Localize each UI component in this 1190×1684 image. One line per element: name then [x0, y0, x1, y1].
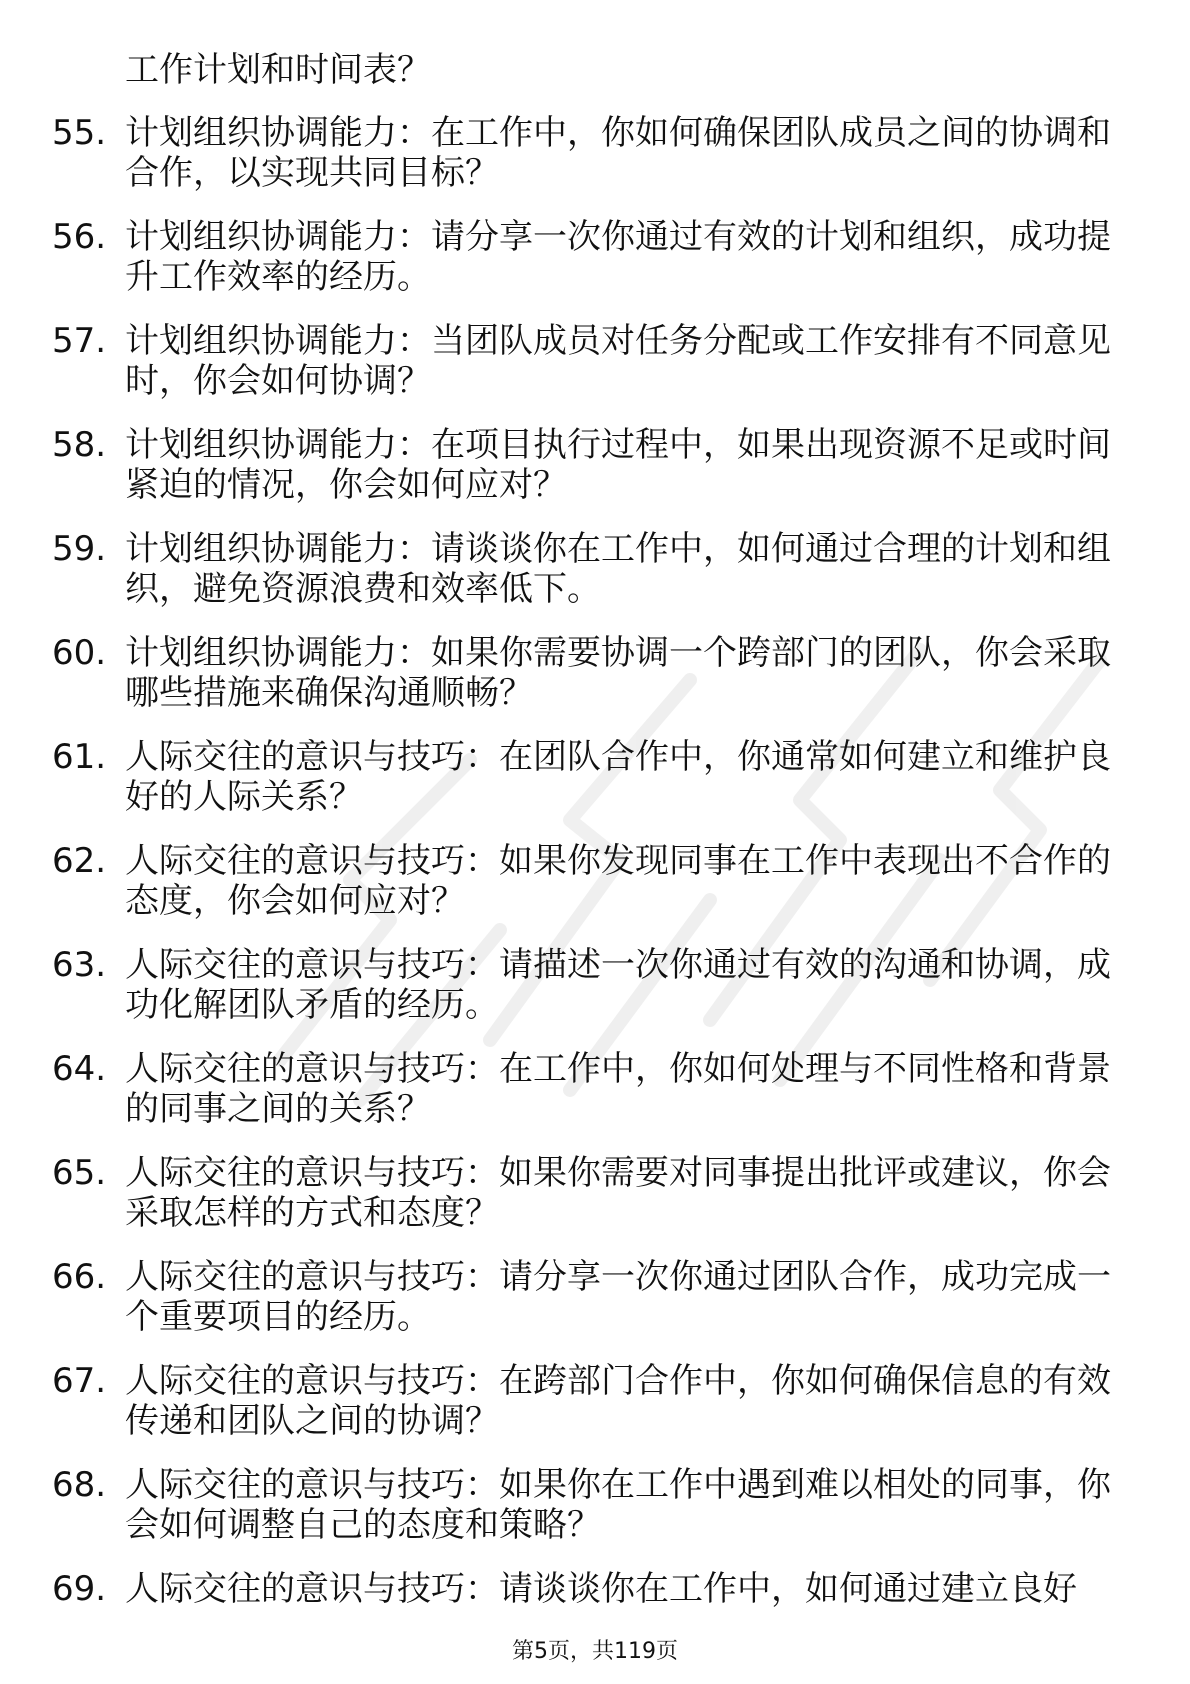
- question-number: 61.: [52, 737, 107, 777]
- list-item: [52, 737, 1112, 841]
- question-number: 66.: [52, 1257, 107, 1297]
- question-text: 人际交往的意识与技巧：在工作中，你如何处理与不同性格和背景的同事之间的关系？: [125, 1049, 1111, 1129]
- question-number: 56.: [52, 217, 107, 257]
- question-text: 人际交往的意识与技巧：请谈谈你在工作中，如何通过建立良好: [125, 1569, 1077, 1609]
- question-number: 57.: [52, 321, 107, 361]
- continuation-text: 工作计划和时间表？: [125, 50, 431, 90]
- question-number: 59.: [52, 529, 107, 569]
- question-text: 人际交往的意识与技巧：如果你需要对同事提出批评或建议，你会采取怎样的方式和态度？: [125, 1153, 1111, 1233]
- question-text: 计划组织协调能力：如果你需要协调一个跨部门的团队，你会采取哪些措施来确保沟通顺畅？: [125, 633, 1111, 713]
- question-number: 67.: [52, 1361, 107, 1401]
- question-text: 人际交往的意识与技巧：如果你在工作中遇到难以相处的同事，你会如何调整自己的态度和策略？: [125, 1465, 1111, 1545]
- question-list: [52, 113, 1112, 1673]
- list-item: [52, 529, 1112, 633]
- question-number: 65.: [52, 1153, 107, 1193]
- list-item: [52, 633, 1112, 737]
- list-item: [52, 1049, 1112, 1153]
- page-footer: 第5页，共119页: [512, 1639, 678, 1664]
- question-text: 计划组织协调能力：请分享一次你通过有效的计划和组织，成功提升工作效率的经历。: [125, 217, 1111, 297]
- question-text: 人际交往的意识与技巧：如果你发现同事在工作中表现出不合作的态度，你会如何应对？: [125, 841, 1111, 921]
- question-text: 计划组织协调能力：在项目执行过程中，如果出现资源不足或时间紧迫的情况，你会如何应对？: [125, 425, 1111, 505]
- list-item: [52, 321, 1112, 425]
- list-item: [52, 1361, 1112, 1465]
- list-item: [52, 1257, 1112, 1361]
- question-text: 人际交往的意识与技巧：在团队合作中，你通常如何建立和维护良好的人际关系？: [125, 737, 1111, 817]
- question-text: 人际交往的意识与技巧：请分享一次你通过团队合作，成功完成一个重要项目的经历。: [125, 1257, 1111, 1337]
- question-number: 58.: [52, 425, 107, 465]
- question-number: 64.: [52, 1049, 107, 1089]
- question-number: 55.: [52, 113, 107, 153]
- question-number: 60.: [52, 633, 107, 673]
- list-item: [52, 841, 1112, 945]
- question-number: 68.: [52, 1465, 107, 1505]
- list-item: [52, 113, 1112, 217]
- question-text: 人际交往的意识与技巧：在跨部门合作中，你如何确保信息的有效传递和团队之间的协调？: [125, 1361, 1111, 1441]
- question-number: 63.: [52, 945, 107, 985]
- question-text: 计划组织协调能力：请谈谈你在工作中，如何通过合理的计划和组织，避免资源浪费和效率低下。: [125, 529, 1111, 609]
- question-number: 62.: [52, 841, 107, 881]
- question-text: 计划组织协调能力：当团队成员对任务分配或工作安排有不同意见时，你会如何协调？: [125, 321, 1111, 401]
- list-item: [52, 945, 1112, 1049]
- list-item: [52, 1465, 1112, 1569]
- question-text: 人际交往的意识与技巧：请描述一次你通过有效的沟通和协调，成功化解团队矛盾的经历。: [125, 945, 1111, 1025]
- question-text: 计划组织协调能力：在工作中，你如何确保团队成员之间的协调和合作，以实现共同目标？: [125, 113, 1111, 193]
- question-number: 69.: [52, 1569, 107, 1609]
- list-item: [52, 425, 1112, 529]
- list-item: [52, 217, 1112, 321]
- list-item: [52, 1153, 1112, 1257]
